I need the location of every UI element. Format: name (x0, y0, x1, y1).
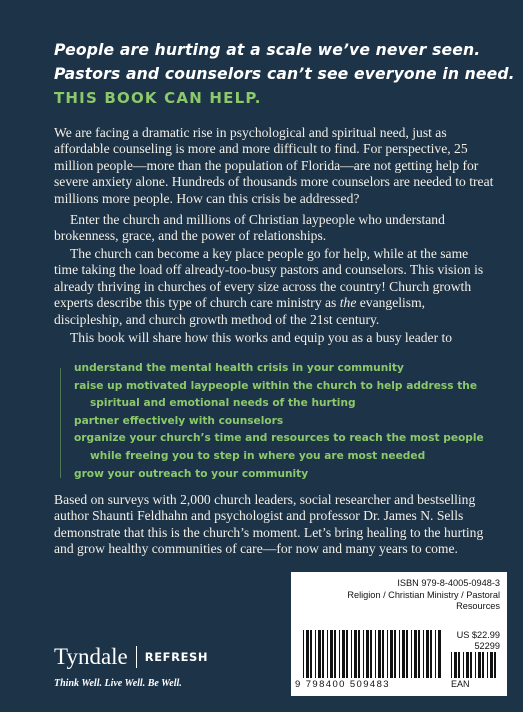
paragraph-church: Enter the church and millions of Christian laypeople who understand brokenness, grace, and the power of relationships. (54, 212, 445, 244)
barcode-stripe (318, 630, 321, 678)
barcode-stripe (366, 630, 369, 678)
barcode-stripe (322, 630, 324, 678)
category-line-1: Religion / Christian Ministry / Pastoral (347, 589, 500, 600)
category-line-2: Resources (456, 601, 500, 611)
benefit-list (74, 360, 504, 483)
barcode-stripe (334, 630, 336, 678)
paragraph-equip: This book will share how this works and equip you as a busy leader to (70, 330, 453, 345)
barcode-stripe (390, 630, 393, 678)
barcode-stripe (363, 630, 364, 678)
price-addon-number: 52299 (474, 641, 500, 651)
barcode-stripe (330, 630, 333, 678)
barcode-stripe (327, 630, 328, 678)
barcode-stripe (414, 630, 417, 678)
barcode-stripe (454, 652, 457, 678)
barcode-stripe (482, 652, 484, 678)
bullet-divider (60, 368, 61, 478)
barcode-stripe (418, 630, 420, 678)
headline-hook (54, 38, 515, 86)
barcode-stripe (354, 630, 357, 678)
paragraph-vision-start: The church can become a key place people go for help, while at the same time taking the load off already-too-busy pastors and counselors. This vision is already thriving in churches of every size across the country! Church growth experts describe this type of church care ministry as (54, 246, 484, 311)
ean-barcode-icon (303, 630, 443, 678)
barcode-stripe (399, 630, 400, 678)
barcode-stripe (475, 652, 476, 678)
barcode-stripe (406, 630, 408, 678)
barcode-stripe (375, 630, 376, 678)
barcode-stripe (339, 630, 340, 678)
hook-line-2: Pastors and counselors can’t see everyone in need. (54, 65, 515, 83)
price-label: US $22.99 (456, 630, 500, 640)
barcode-digits: 9 798400 509483 (295, 679, 390, 690)
benefit-item: partner effectively with counselors (74, 414, 284, 427)
barcode-stripe (470, 652, 472, 678)
call-to-action: THIS BOOK CAN HELP. (54, 89, 262, 107)
barcode-stripe (394, 630, 396, 678)
barcode-stripe (382, 630, 384, 678)
paragraph-vision-end: evangelism, discipleship, and church growth method of the 21st century. (54, 295, 426, 327)
barcode-stripe (402, 630, 405, 678)
paragraph-crisis: We are facing a dramatic rise in psychological and spiritual need, just as affordable counseling is more and more difficult to find. For perspective, 25 million people—more than the population of Florida—are not getting help for severe anxiety alone. Hundreds of thousands more counselors are needed to treat millions more people. How can this crisis be addressed? (54, 125, 494, 206)
paragraph-vision-emphasis: the (339, 295, 357, 311)
imprint-name: REFRESH (144, 650, 209, 664)
paragraph-vision (54, 246, 494, 328)
barcode-stripe (458, 652, 460, 678)
publisher-name: Tyndale (54, 644, 128, 669)
barcode-stripe (346, 630, 348, 678)
barcode-stripe (306, 630, 309, 678)
barcode-stripe (315, 630, 316, 678)
barcode-stripe (378, 630, 381, 678)
isbn-number: ISBN 979-8-4005-0948-3 (397, 578, 500, 588)
barcode-stripe (490, 652, 493, 678)
benefit-item: understand the mental health crisis in your community (74, 362, 404, 374)
barcode-panel (291, 572, 507, 696)
paragraph-authors: Based on surveys with 2,000 church leaders, social researcher and bestselling author Shaunti Feldhahn and psychologist and professor Dr. James N. Sells demonstrate that this is the church’s moment. Let’s bring healing to the hurting and grow healthy communities of care—for now and many years to come. (54, 492, 484, 557)
benefit-item: organize your church’s time and resources to reach the most people while freeing you to step in where you are most needed (74, 432, 484, 462)
barcode-stripe (423, 630, 424, 678)
barcode-stripe (430, 630, 432, 678)
barcode-stripe (438, 630, 441, 678)
publisher-logo (54, 644, 208, 670)
barcode-stripe (451, 652, 452, 678)
logo-divider (136, 646, 137, 668)
publisher-tagline: Think Well. Live Well. Be Well. (54, 678, 182, 689)
benefit-item: raise up motivated laypeople within the church to help address the spiritual and emotional needs of the hurting (74, 379, 478, 410)
barcode-stripe (494, 652, 496, 678)
isbn-block (297, 578, 500, 613)
hook-line-1: People are hurting at a scale we’ve never seen. (54, 41, 481, 59)
barcode-stripe (387, 630, 388, 678)
benefit-item: grow your outreach to your community (74, 467, 309, 480)
barcode-stripe (478, 652, 481, 678)
addon-barcode-icon (451, 652, 497, 678)
barcode-stripe (370, 630, 372, 678)
barcode-stripe (342, 630, 345, 678)
barcode-stripe (303, 630, 304, 678)
barcode-stripe (426, 630, 429, 678)
barcode-stripe (310, 630, 312, 678)
barcode-stripe (435, 630, 436, 678)
barcode-stripe (411, 630, 412, 678)
barcode-stripe (487, 652, 488, 678)
ean-label: EAN (451, 679, 470, 689)
barcode-stripe (463, 652, 464, 678)
barcode-stripe (358, 630, 360, 678)
barcode-stripe (351, 630, 352, 678)
barcode-stripe (466, 652, 469, 678)
